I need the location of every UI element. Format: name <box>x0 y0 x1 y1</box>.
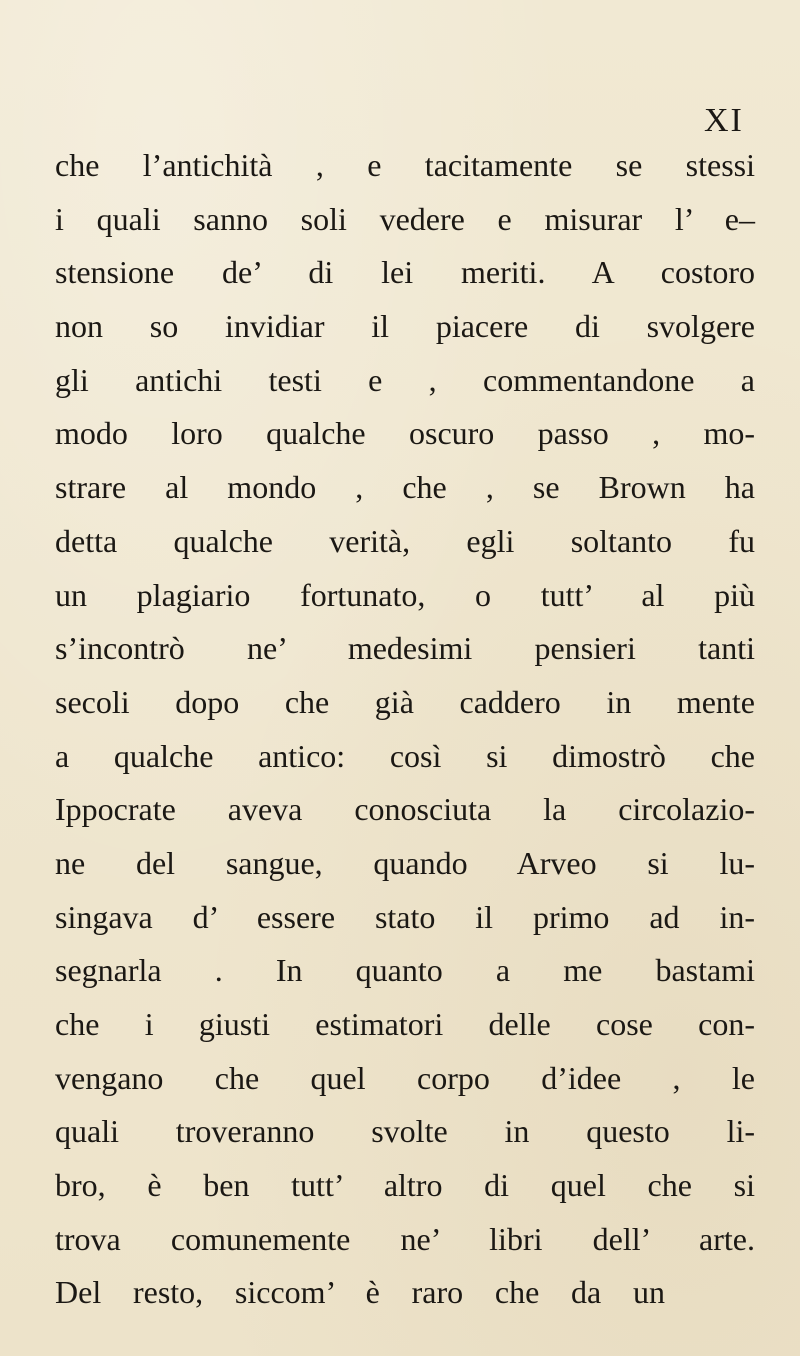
text-line: vengano che quel corpo d’idee , le <box>55 1059 755 1096</box>
text-line: detta qualche verità, egli soltanto fu <box>55 522 755 559</box>
text-line: Ippocrate aveva conosciuta la circolazio- <box>55 791 755 828</box>
text-line: segnarla . In quanto a me bastami <box>55 952 755 989</box>
text-line: singava d’ essere stato il primo ad in- <box>55 898 755 935</box>
text-line: modo loro qualche oscuro passo , mo- <box>55 415 755 452</box>
text-line: ne del sangue, quando Arveo si lu- <box>55 844 755 881</box>
text-line: strare al mondo , che , se Brown ha <box>55 469 755 506</box>
text-line: secoli dopo che già caddero in mente <box>55 683 755 720</box>
text-line: un plagiario fortunato, o tutt’ al più <box>55 576 755 613</box>
text-line: a qualche antico: così si dimostrò che <box>55 737 755 774</box>
text-line: non so invidiar il piacere di svolgere <box>55 308 755 345</box>
text-line: bro, è ben tutt’ altro di quel che si <box>55 1167 755 1204</box>
text-line: trova comunemente ne’ libri dell’ arte. <box>55 1220 755 1257</box>
text-line: stensione de’ di lei meriti. A costoro <box>55 254 755 291</box>
text-line: quali troveranno svolte in questo li- <box>55 1113 755 1150</box>
page-number: XI <box>704 102 744 139</box>
body-text <box>55 139 755 1320</box>
text-line: Del resto, siccom’ è raro che da un <box>55 1274 665 1311</box>
text-line: s’incontrò ne’ medesimi pensieri tanti <box>55 630 755 667</box>
text-line: che i giusti estimatori delle cose con- <box>55 1006 755 1042</box>
text-line: che l’antichità , e tacitamente se stessi <box>55 147 755 183</box>
text-line: i quali sanno soli vedere e misurar l’ e– <box>55 200 755 237</box>
text-line: gli antichi testi e , commentandone a <box>55 361 755 398</box>
